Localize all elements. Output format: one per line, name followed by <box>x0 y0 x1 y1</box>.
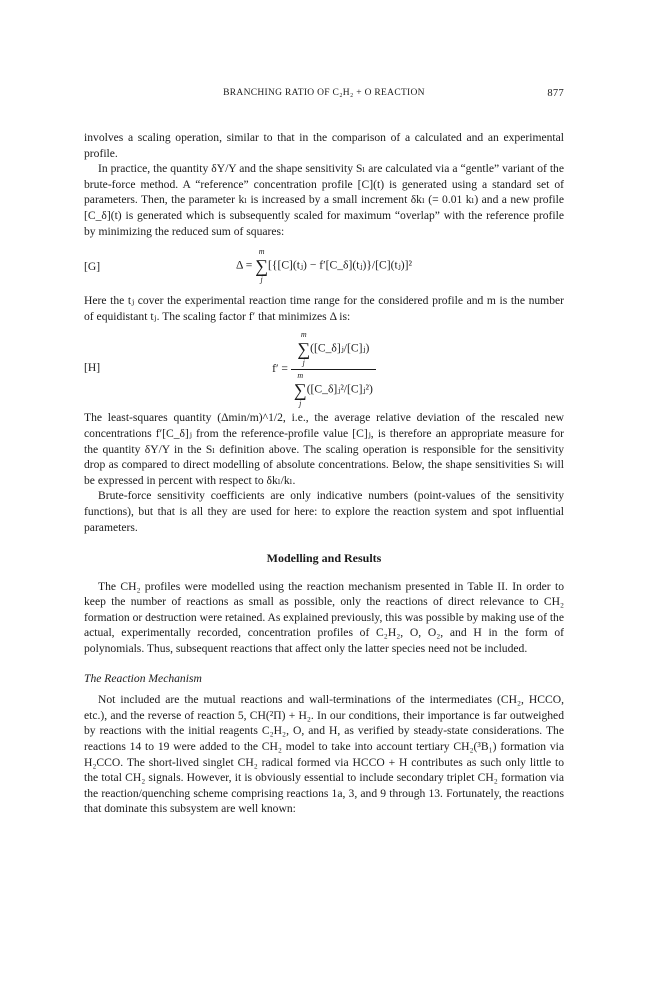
paragraph: involves a scaling operation, similar to that in the comparison of a calculated and an experimental profile. <box>84 131 564 160</box>
sum-upper-limit: m <box>258 247 265 257</box>
paragraph: Here the tⱼ cover the experimental reaction time range for the considered profile and m is the number of equidistant tⱼ. The scaling factor f′ that minimizes Δ is: <box>84 294 564 323</box>
paragraph: In practice, the quantity δY/Y and the shape sensitivity Sₗ are calculated via a “gentle” variant of the brute-force method. A “reference” concentration profile [C](t) is generated using a standard set of parameters. Then, the parameter kₗ is increased by a small increment δkₗ (= 0.01 kₗ) and a new profile [C_δ](t) is generated which is subsequently scaled for maximum “overlap” with the reference profile by minimizing the reduced sum of squares: <box>84 162 564 238</box>
running-head <box>84 88 564 104</box>
denominator-term: ([C_δ]ⱼ²/[C]ⱼ²) <box>306 383 373 396</box>
paragraph: The CH₂ profiles were modelled using the reaction mechanism presented in Table II. In order to keep the number of reactions as small as possible, only the reactions of direct relevance to CH₂ formation or destruction were retained. As explained previously, this was possible by making use of the actual, experimentally recorded, concentration profiles of C₂H₂, O, O₂, and H in the form of polynomials. Thus, subsequent reactions that affect only the latter species need not be included. <box>84 579 564 656</box>
numerator-term: ([C_δ]ⱼ/[C]ⱼ) <box>310 342 370 355</box>
fraction-numerator <box>291 330 376 368</box>
summation <box>255 247 268 285</box>
summation <box>294 371 307 409</box>
sum-lower-limit: j <box>302 358 305 368</box>
equation-label: [H] <box>84 361 101 375</box>
sum-upper-limit: m <box>300 330 307 340</box>
equation-label: [G] <box>84 260 101 274</box>
paragraph: Brute-force sensitivity coefficients are only indicative numbers (point-values of the sensitivity functions), but that is all they are used for here: to explore the reaction system and spot influential parameters. <box>84 489 564 534</box>
sigma-icon: ∑ <box>255 256 269 277</box>
summation <box>297 330 310 368</box>
sum-upper-limit: m <box>297 371 304 381</box>
page-body <box>84 130 564 817</box>
section-heading: Modelling and Results <box>266 551 382 566</box>
sum-lower-limit: j <box>260 275 263 285</box>
paragraph: Not included are the mutual reactions and wall-terminations of the intermediates (CH₂, HCCO, etc.), and the reverse of reaction 5, CH(²Π) + H₂. In our conditions, their importance is far outweighed by reactions with the initial reagents C₂H₂, O, and H, as verified by steady-state considerations. The reactions 14 to 19 were added to the CH₂ model to take into account tertiary CH₂(³B₁) formation via H₂CCO. The short-lived singlet CH₂ radical formed via HCCO + H contributes as such only little to the total CH₂ signals. However, it is obviously essential to include secondary triplet CH₂ formation via the reaction/quenching scheme comprising reactions 1a, 3, and 9 through 13. Fortunately, the reactions that dominate this subsystem are well known: <box>84 693 564 816</box>
sigma-icon: ∑ <box>293 380 307 401</box>
equation-lhs: Δ = <box>236 258 256 272</box>
sigma-icon: ∑ <box>297 339 311 360</box>
equation-g <box>84 245 564 289</box>
fraction <box>291 330 376 409</box>
fraction-bar <box>291 369 376 370</box>
paragraph: The least-squares quantity (Δmin/m)^1/2, i.e., the average relative deviation of the rescaled new concentrations f′[C_δ]ⱼ from the reference-profile value [C]ⱼ, is therefore an appropriate measure for the quantity δY/Y in the Sₗ definition above. The scaling operation is responsible for the sensitivity drop as compared to direct modelling of absolute concentrations. Below, the shape sensitivities Sₗ will be expressed in percent with respect to δkₗ/kₗ. <box>84 411 564 487</box>
equation-term: [{[C](tⱼ) − f′[C_δ](tⱼ)}/[C](tⱼ)]² <box>268 258 412 272</box>
equation-h <box>84 330 564 409</box>
equation-lhs: f′ = <box>272 362 291 376</box>
equation-body <box>84 330 564 409</box>
fraction-denominator <box>291 371 376 409</box>
sum-lower-limit: j <box>299 399 302 409</box>
equation-body <box>84 245 564 285</box>
page-number: 877 <box>547 88 564 99</box>
running-title: BRANCHING RATIO OF C₂H₂ + O REACTION <box>223 88 425 98</box>
subsection-heading: The Reaction Mechanism <box>84 671 202 685</box>
